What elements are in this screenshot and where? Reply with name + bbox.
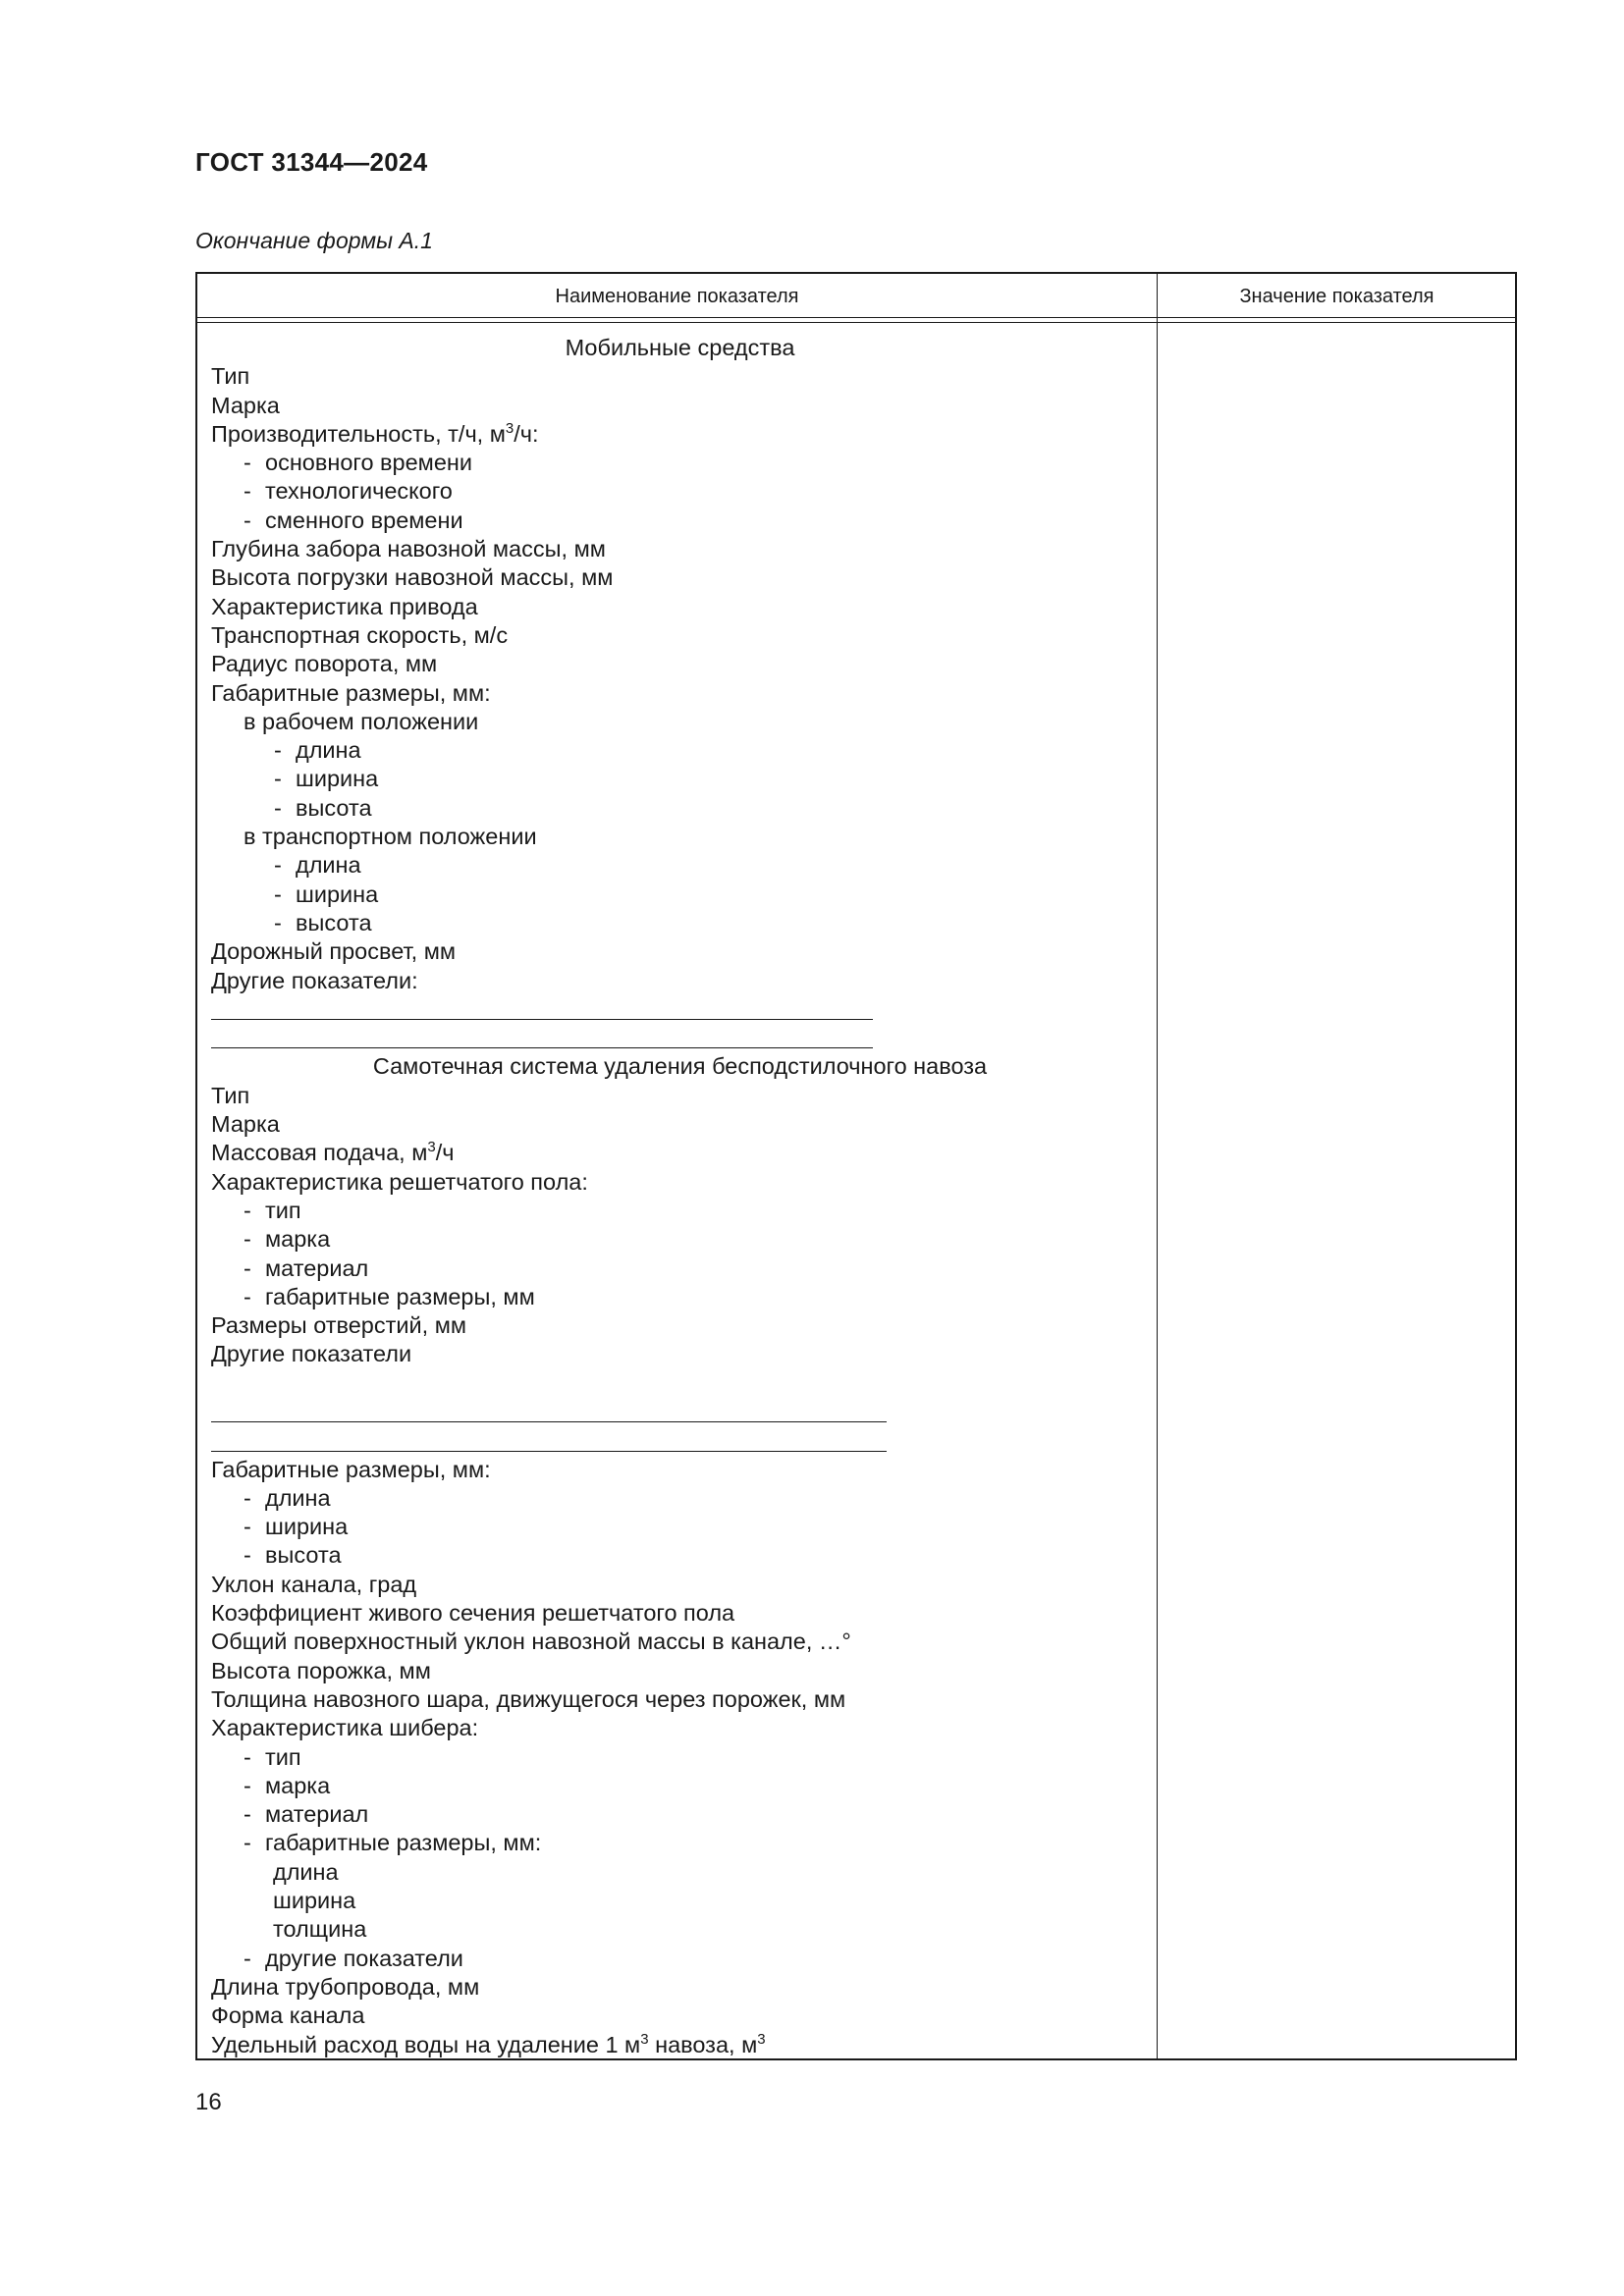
blank-fill-line-row — [211, 1426, 1149, 1455]
blank-fill-line-row — [211, 1024, 1149, 1052]
list-item — [211, 449, 1149, 477]
list-item — [211, 851, 1149, 880]
list-item: Коэффициент живого сечения решетчатого пола — [211, 1600, 735, 1627]
text: тип — [265, 1197, 301, 1223]
text: длина — [296, 737, 361, 764]
list-item — [211, 909, 1149, 937]
list-item: ширина — [273, 1888, 356, 1914]
text: длина — [296, 852, 361, 879]
list-item: длина — [273, 1858, 339, 1885]
list-item: Тип — [211, 363, 250, 390]
list-item: Высота погрузки навозной массы, мм — [211, 564, 614, 591]
superscript: 3 — [505, 419, 514, 437]
list-item — [211, 1197, 1149, 1225]
text: тип — [265, 1743, 301, 1770]
text: высота — [296, 909, 372, 935]
text: высота — [265, 1542, 342, 1569]
text: ширина — [296, 881, 379, 907]
text: Производительность, т/ч, м — [211, 420, 506, 447]
list-item: Радиус поворота, мм — [211, 651, 438, 677]
text: /ч: — [514, 420, 539, 447]
list-item: Глубина забора навозной массы, мм — [211, 536, 606, 562]
superscript: 3 — [427, 1139, 436, 1156]
list-item: Транспортная скорость, м/с — [211, 621, 509, 648]
dash: - — [244, 1197, 251, 1223]
dash: - — [244, 1283, 251, 1309]
list-item — [211, 1513, 1149, 1541]
list-item: Другие показатели — [211, 1341, 412, 1367]
dash: - — [274, 852, 282, 879]
list-item: Габаритные размеры, мм: — [211, 1456, 491, 1482]
list-item: Дорожный просвет, мм — [211, 938, 457, 965]
text: марка — [265, 1772, 331, 1798]
list-item-feed — [211, 1139, 1149, 1167]
list-item: Форма канала — [211, 2002, 365, 2029]
list-item — [211, 477, 1149, 506]
text: ширина — [296, 766, 379, 792]
list-item: Длина трубопровода, мм — [211, 1973, 480, 2000]
text: Массовая подача, м — [211, 1140, 428, 1166]
list-item: в транспортном положении — [244, 824, 537, 850]
dash: - — [244, 1743, 251, 1770]
text: габаритные размеры, мм: — [265, 1830, 542, 1856]
dash: - — [274, 766, 282, 792]
document-header: ГОСТ 31344—2024 — [195, 147, 428, 177]
text: другие показатели — [265, 1945, 463, 1971]
list-item — [211, 1800, 1149, 1829]
dash: - — [274, 794, 282, 821]
superscript: 3 — [640, 2030, 649, 2048]
list-item: в рабочем положении — [244, 708, 479, 734]
blank-fill-line — [211, 1047, 873, 1048]
dash: - — [244, 1772, 251, 1798]
list-item: Марка — [211, 392, 280, 418]
column-separator — [1157, 274, 1158, 2058]
text: ширина — [265, 1514, 349, 1540]
list-item: Уклон канала, град — [211, 1571, 417, 1597]
text: материал — [265, 1801, 369, 1828]
list-item: Характеристика привода — [211, 593, 478, 619]
section-title-mobile: Мобильные средства — [565, 335, 795, 360]
list-item — [211, 1772, 1149, 1800]
text: марка — [265, 1226, 331, 1253]
text: сменного времени — [265, 507, 463, 533]
column-header-value: Значение показателя — [1239, 286, 1435, 307]
blank-fill-line-row — [211, 1398, 1149, 1426]
list-item: Характеристика решетчатого пола: — [211, 1168, 588, 1195]
table-body — [211, 334, 1149, 2059]
list-item: Марка — [211, 1111, 280, 1138]
blank-fill-line — [211, 1451, 887, 1452]
list-item — [211, 765, 1149, 793]
dash: - — [274, 881, 282, 907]
list-item — [211, 881, 1149, 909]
text: основного времени — [265, 450, 473, 476]
list-item — [211, 1484, 1149, 1513]
list-item: толщина — [273, 1916, 367, 1943]
dash: - — [244, 1255, 251, 1281]
list-item — [211, 794, 1149, 823]
dash: - — [244, 1945, 251, 1971]
list-item: Размеры отверстий, мм — [211, 1312, 467, 1339]
dash: - — [274, 909, 282, 935]
list-item — [211, 507, 1149, 535]
list-item: Характеристика шибера: — [211, 1715, 479, 1741]
dash: - — [274, 737, 282, 764]
text: технологического — [265, 478, 453, 505]
blank-fill-line — [211, 1019, 873, 1020]
list-item — [211, 1225, 1149, 1254]
dash: - — [244, 478, 251, 505]
list-item: Высота порожка, мм — [211, 1657, 431, 1683]
section-title-gravity: Самотечная система удаления бесподстилочного навоза — [372, 1053, 988, 1080]
dash: - — [244, 1830, 251, 1856]
form-continuation-caption: Окончание формы А.1 — [195, 228, 433, 253]
dash: - — [244, 450, 251, 476]
list-item: Общий поверхностный уклон навозной массы в канале, …° — [211, 1629, 851, 1655]
dash: - — [244, 1514, 251, 1540]
dash: - — [244, 1801, 251, 1828]
indicator-table — [195, 272, 1517, 2060]
list-item-water-consumption — [211, 2031, 1149, 2059]
page-number: 16 — [195, 2089, 222, 2115]
list-item-productivity — [211, 420, 1149, 449]
text: материал — [265, 1255, 369, 1281]
column-header-name: Наименование показателя — [555, 286, 799, 307]
text: /ч — [435, 1140, 455, 1166]
list-item: Габаритные размеры, мм: — [211, 679, 491, 706]
list-item — [211, 1829, 1149, 1857]
text: длина — [265, 1484, 331, 1511]
text: высота — [296, 794, 372, 821]
blank-fill-line-row — [211, 995, 1149, 1024]
dash: - — [244, 1226, 251, 1253]
list-item — [211, 1945, 1149, 1973]
list-item — [211, 1255, 1149, 1283]
dash: - — [244, 507, 251, 533]
list-item: Другие показатели: — [211, 967, 418, 993]
spacer-row — [211, 1369, 1149, 1398]
text: габаритные размеры, мм — [265, 1283, 535, 1309]
list-item: Тип — [211, 1082, 250, 1108]
dash: - — [244, 1484, 251, 1511]
superscript: 3 — [757, 2030, 766, 2048]
list-item — [211, 1283, 1149, 1311]
blank-fill-line — [211, 1421, 887, 1422]
list-item: Толщина навозного шара, движущегося через порожек, мм — [211, 1685, 846, 1712]
text: навоза, м — [648, 2031, 758, 2057]
dash: - — [244, 1542, 251, 1569]
list-item — [211, 736, 1149, 765]
list-item — [211, 1541, 1149, 1570]
text: Удельный расход воды на удаление 1 м — [211, 2031, 641, 2057]
list-item — [211, 1743, 1149, 1772]
header-double-line — [197, 317, 1515, 323]
